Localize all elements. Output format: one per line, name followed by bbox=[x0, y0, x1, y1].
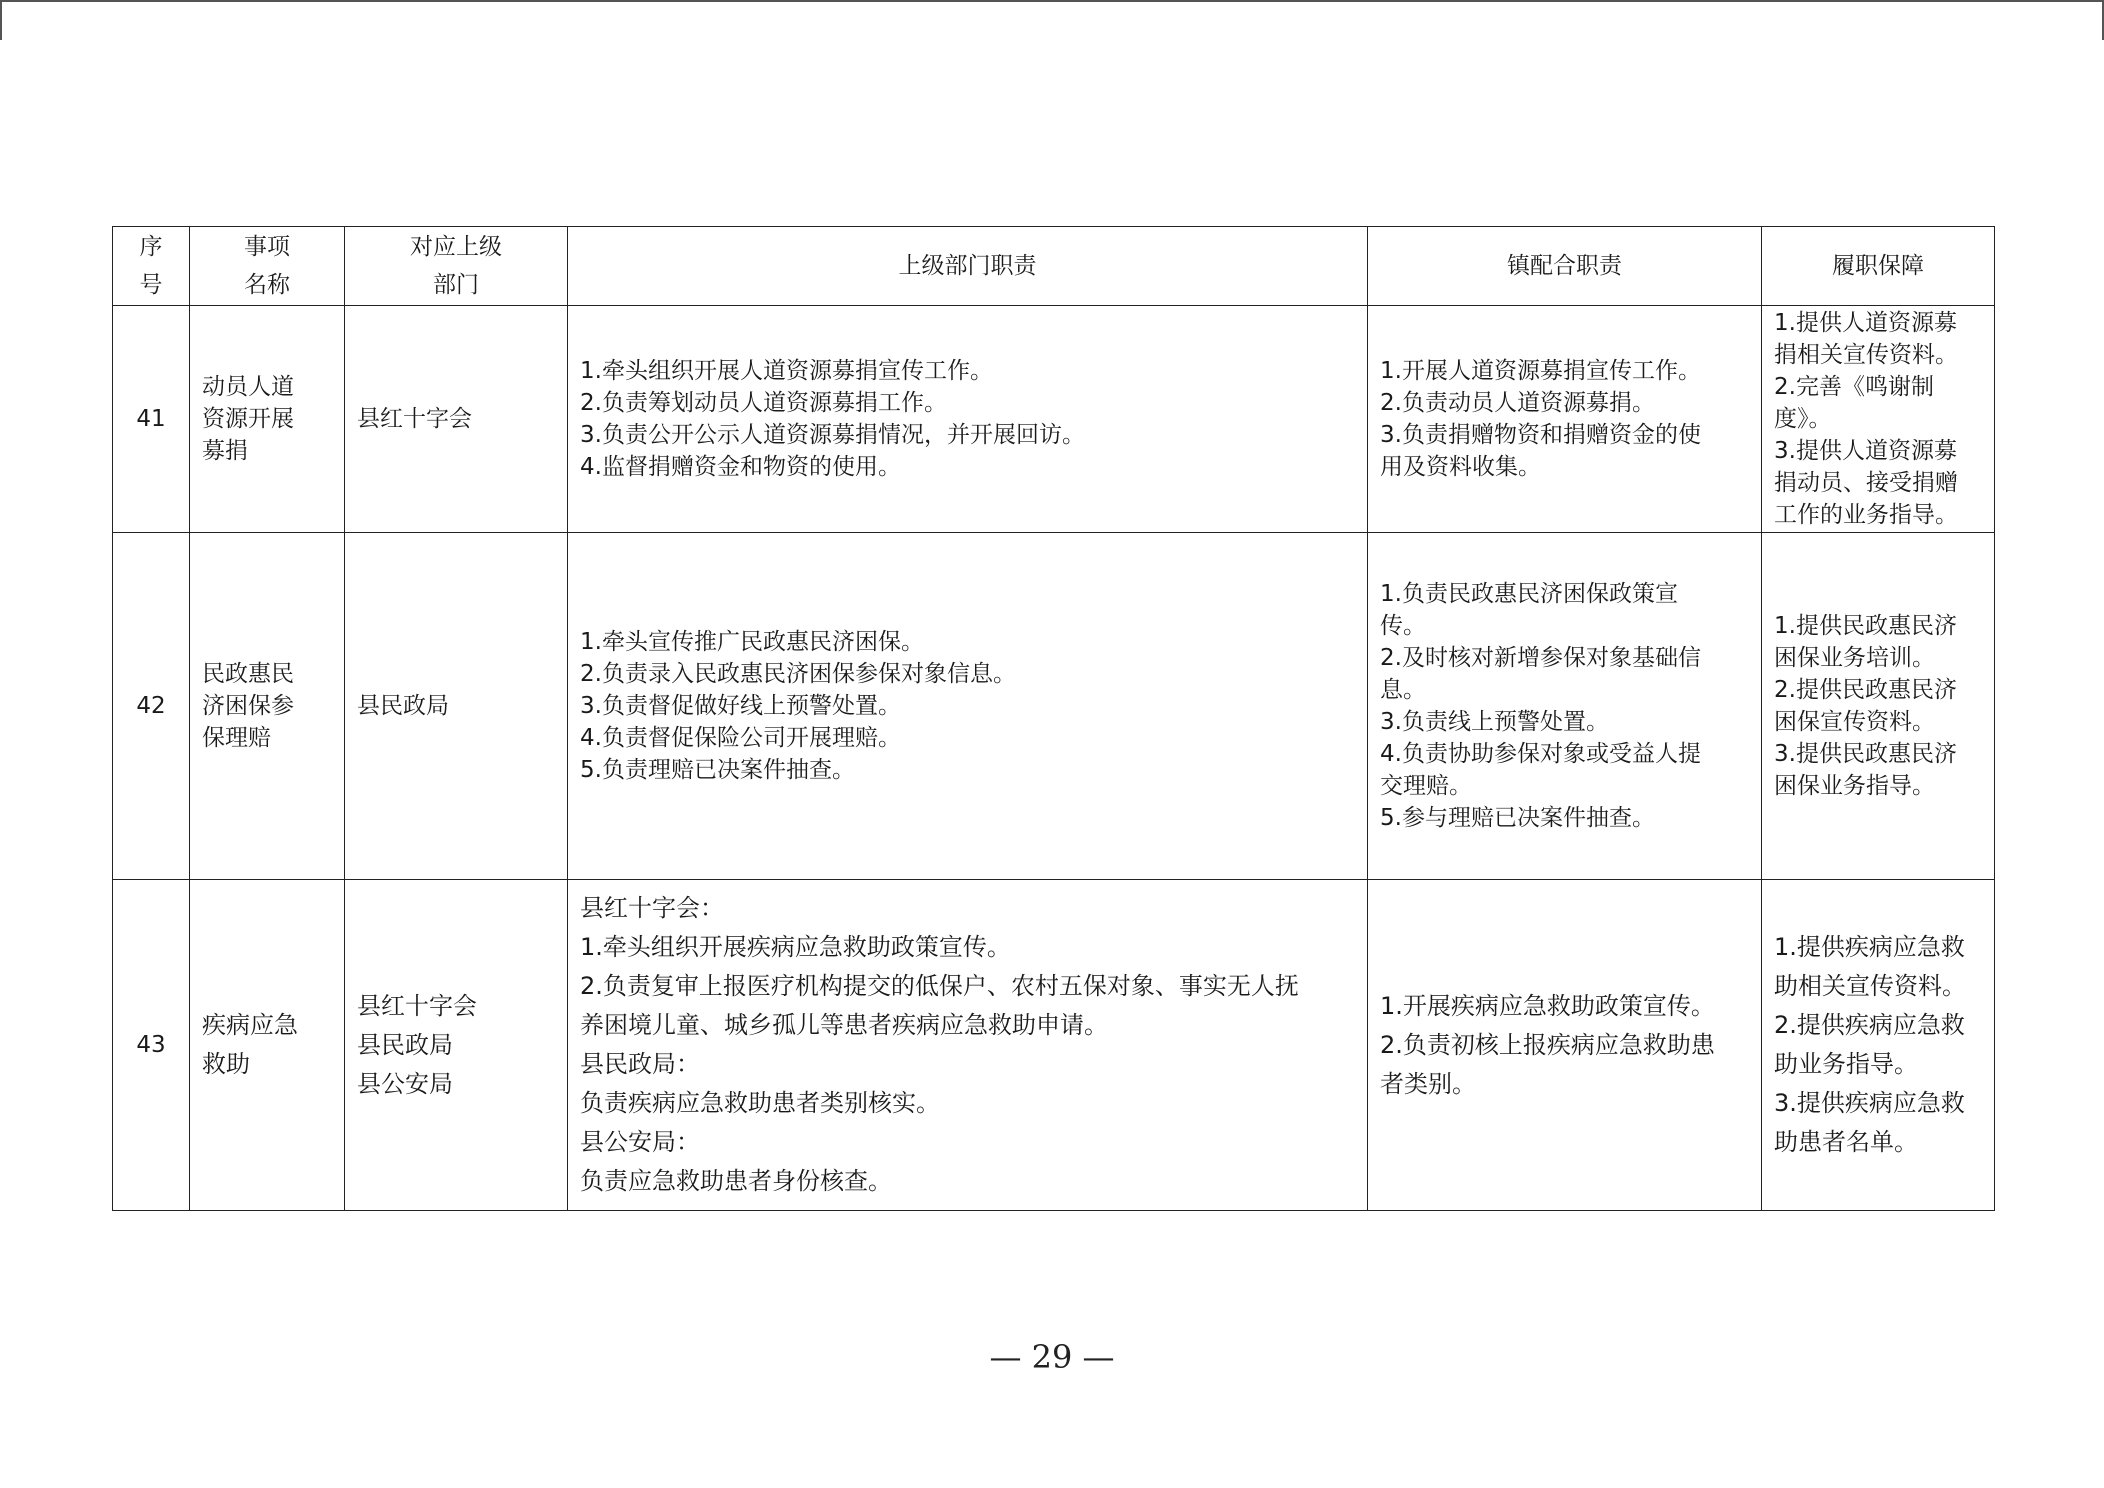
table-header-row bbox=[113, 227, 1995, 306]
row-item-line: 动员人道 bbox=[202, 374, 294, 400]
duty-line: 1.牵头宣传推广民政惠民济困保。 bbox=[580, 629, 924, 655]
town-duty-line: 2.负责动员人道资源募捐。 bbox=[1380, 390, 1655, 416]
table-row bbox=[113, 880, 1995, 1211]
guarantee-line: 2.完善《鸣谢制 bbox=[1774, 374, 1934, 400]
duty-line: 2.负责复审上报医疗机构提交的低保户、农村五保对象、事实无人抚 bbox=[580, 972, 1299, 1000]
guarantee-line: 捐动员、接受捐赠 bbox=[1774, 470, 1958, 496]
page-left-edge bbox=[0, 0, 2, 40]
guarantee-line: 2.提供民政惠民济 bbox=[1774, 677, 1957, 703]
town-duty-line: 用及资料收集。 bbox=[1380, 454, 1541, 480]
row-seq: 42 bbox=[113, 533, 190, 880]
town-duty-line: 5.参与理赔已决案件抽查。 bbox=[1380, 805, 1655, 831]
row-dept-line: 县红十字会 bbox=[357, 406, 472, 432]
row-seq: 43 bbox=[113, 880, 190, 1211]
row-dept-line: 县民政局 bbox=[357, 693, 449, 719]
guarantee-line: 助相关宣传资料。 bbox=[1774, 972, 1966, 1000]
guarantee-line: 1.提供民政惠民济 bbox=[1774, 613, 1957, 639]
row-dept bbox=[345, 533, 568, 880]
page-number: — 29 — bbox=[989, 1338, 1115, 1376]
header-dept bbox=[345, 227, 568, 306]
duty-line: 1.牵头组织开展疾病应急救助政策宣传。 bbox=[580, 933, 1011, 961]
town-duty-line: 3.负责线上预警处置。 bbox=[1380, 709, 1609, 735]
guarantee-line: 2.提供疾病应急救 bbox=[1774, 1011, 1965, 1039]
row-item-line: 疾病应急 bbox=[202, 1011, 298, 1039]
guarantee-line: 捐相关宣传资料。 bbox=[1774, 342, 1958, 368]
guarantee-line: 助业务指导。 bbox=[1774, 1050, 1918, 1078]
row-dept-line: 县民政局 bbox=[357, 1030, 453, 1059]
row-item-line: 民政惠民 bbox=[202, 661, 294, 687]
row-seq: 41 bbox=[113, 306, 190, 533]
row-item bbox=[190, 306, 345, 533]
town-duty-line: 1.负责民政惠民济困保政策宣 bbox=[1380, 581, 1678, 607]
duty-line: 4.监督捐赠资金和物资的使用。 bbox=[580, 454, 901, 480]
header-item-line: 名称 bbox=[244, 272, 290, 298]
row-item bbox=[190, 533, 345, 880]
duty-line: 3.负责督促做好线上预警处置。 bbox=[580, 693, 901, 719]
duty-line: 5.负责理赔已决案件抽查。 bbox=[580, 757, 855, 783]
duty-line: 2.负责录入民政惠民济困保参保对象信息。 bbox=[580, 661, 1016, 687]
duty-line: 县公安局： bbox=[580, 1128, 700, 1156]
row-item-line: 济困保参 bbox=[202, 693, 294, 719]
town-duty-line: 息。 bbox=[1380, 677, 1426, 703]
town-duty-line: 2.负责初核上报疾病应急救助患 bbox=[1380, 1030, 1715, 1059]
duty-line: 2.负责筹划动员人道资源募捐工作。 bbox=[580, 390, 947, 416]
row-item-line: 募捐 bbox=[202, 438, 248, 464]
header-item bbox=[190, 227, 345, 306]
duty-line: 3.负责公开公示人道资源募捐情况，并开展回访。 bbox=[580, 422, 1085, 448]
duty-line: 4.负责督促保险公司开展理赔。 bbox=[580, 725, 901, 751]
row-town-duty bbox=[1368, 880, 1762, 1211]
town-duty-line: 1.开展疾病应急救助政策宣传。 bbox=[1380, 991, 1715, 1020]
header-town-duty: 镇配合职责 bbox=[1368, 227, 1762, 306]
header-dept-line: 部门 bbox=[433, 272, 479, 298]
header-seq-line: 号 bbox=[139, 272, 163, 298]
row-item-line: 保理赔 bbox=[202, 725, 271, 751]
guarantee-line: 助患者名单。 bbox=[1774, 1128, 1918, 1156]
row-guarantee bbox=[1762, 533, 1995, 880]
guarantee-line: 困保业务培训。 bbox=[1774, 645, 1935, 671]
duty-line: 县红十字会： bbox=[580, 894, 724, 922]
duty-line: 负责疾病应急救助患者类别核实。 bbox=[580, 1089, 940, 1117]
header-dept-line: 对应上级 bbox=[410, 234, 502, 260]
duty-line: 负责应急救助患者身份核查。 bbox=[580, 1167, 892, 1195]
row-item bbox=[190, 880, 345, 1211]
row-dept bbox=[345, 306, 568, 533]
row-dept-line: 县公安局 bbox=[357, 1069, 453, 1098]
town-duty-line: 交理赔。 bbox=[1380, 773, 1472, 799]
duty-line: 1.牵头组织开展人道资源募捐宣传工作。 bbox=[580, 358, 993, 384]
guarantee-line: 困保业务指导。 bbox=[1774, 773, 1935, 799]
row-guarantee bbox=[1762, 306, 1995, 533]
town-duty-line: 4.负责协助参保对象或受益人提 bbox=[1380, 741, 1701, 767]
duty-line: 县民政局： bbox=[580, 1050, 700, 1078]
guarantee-line: 度》。 bbox=[1774, 406, 1832, 432]
header-upper-duty: 上级部门职责 bbox=[568, 227, 1368, 306]
guarantee-line: 1.提供人道资源募 bbox=[1774, 310, 1957, 336]
town-duty-line: 者类别。 bbox=[1380, 1069, 1476, 1098]
guarantee-line: 工作的业务指导。 bbox=[1774, 502, 1958, 528]
town-duty-line: 1.开展人道资源募捐宣传工作。 bbox=[1380, 358, 1701, 384]
guarantee-line: 3.提供民政惠民济 bbox=[1774, 741, 1957, 767]
table-row bbox=[113, 533, 1995, 880]
town-duty-line: 2.及时核对新增参保对象基础信 bbox=[1380, 645, 1701, 671]
guarantee-line: 1.提供疾病应急救 bbox=[1774, 933, 1965, 961]
row-guarantee bbox=[1762, 880, 1995, 1211]
guarantee-line: 3.提供人道资源募 bbox=[1774, 438, 1957, 464]
table-row bbox=[113, 306, 1995, 533]
guarantee-line: 困保宣传资料。 bbox=[1774, 709, 1935, 735]
page-top-edge bbox=[0, 0, 2104, 2]
row-town-duty bbox=[1368, 533, 1762, 880]
duty-line: 养困境儿童、城乡孤儿等患者疾病应急救助申请。 bbox=[580, 1011, 1108, 1039]
row-upper-duty bbox=[568, 533, 1368, 880]
header-item-line: 事项 bbox=[244, 234, 290, 260]
header-guarantee: 履职保障 bbox=[1762, 227, 1995, 306]
row-dept-line: 县红十字会 bbox=[357, 991, 477, 1020]
row-upper-duty bbox=[568, 306, 1368, 533]
header-seq-line: 序 bbox=[139, 234, 163, 260]
header-seq bbox=[113, 227, 190, 306]
row-item-line: 资源开展 bbox=[202, 406, 294, 432]
town-duty-line: 3.负责捐赠物资和捐赠资金的使 bbox=[1380, 422, 1701, 448]
row-item-line: 救助 bbox=[202, 1050, 250, 1078]
row-town-duty bbox=[1368, 306, 1762, 533]
guarantee-line: 3.提供疾病应急救 bbox=[1774, 1089, 1965, 1117]
row-dept bbox=[345, 880, 568, 1211]
row-upper-duty bbox=[568, 880, 1368, 1211]
town-duty-line: 传。 bbox=[1380, 613, 1426, 639]
duties-table bbox=[112, 226, 1995, 1211]
